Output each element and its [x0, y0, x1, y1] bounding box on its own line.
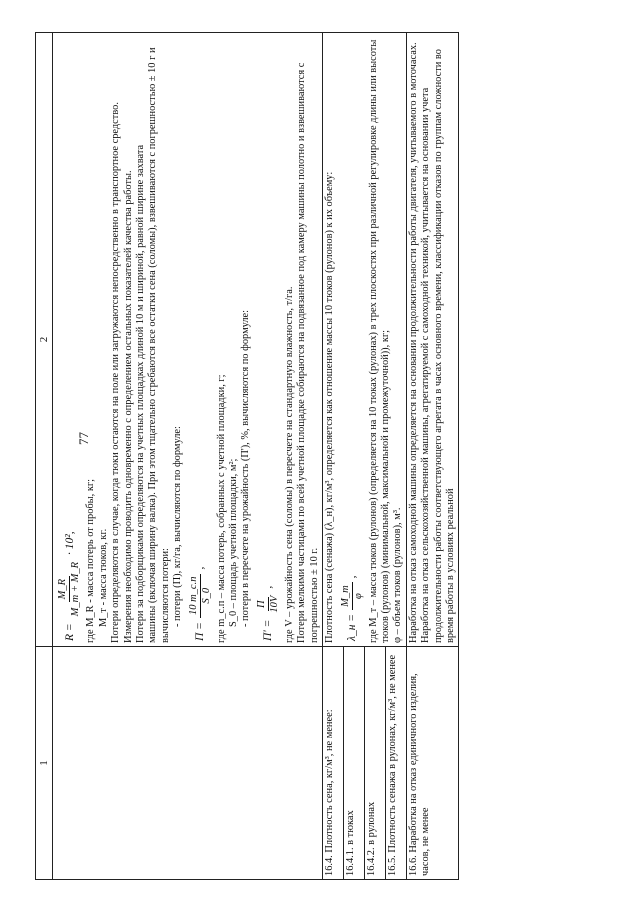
where-msp: где m_с.п – масса потерь, собранных с учетной площадки, г; — [215, 374, 227, 643]
para3: Потери за подборщиками определяются на учетных площадках длиной 10 м и шириной, равной ширине захвата — [135, 144, 147, 643]
formula-R: R = M_R M_т + M_R · 10², — [57, 531, 82, 641]
row-16-5-label: 16.5. Плотность сенажа в рулонах, кг/м³, не менее — [385, 647, 406, 880]
top-label-cell — [53, 647, 323, 880]
where-V: где V – урожайность сена (соломы) в пересчете на стандартную влажность, т/га. — [283, 286, 295, 643]
loss-pct: - потери в пересчете на урожайность (П'), %, вычисляются по формуле: — [240, 309, 252, 627]
row-16-6-text: Наработка на отказ самоходной машины определяется на основании продолжительности работы двигателя, учитываемого в моточасах. Наработка на отказ сельскохозяйственной машины, агрегатируемой с самоходной техникой, учитывается на основании учета продолжительности работы соответствующего агрегата в часах основного времени, классификации отказов по группам сложности во время работы в условиях реальной — [406, 33, 459, 647]
page-number: 77 — [76, 432, 91, 445]
top-content-cell — [53, 33, 323, 647]
formula-P: П = 10 m_с.п S_0 , — [187, 566, 212, 641]
header-col1: 1 — [36, 647, 53, 880]
where-Mt: M_т - масса тюков, кг. — [97, 528, 109, 627]
para4: машины (включая ширину валка). При этом тщательно сгребаются все остатки сена (соломы), взвешиваются с погрешностью ± 10 г и вычисляются потери: — [147, 47, 171, 643]
header-col2: 2 — [36, 33, 53, 647]
density-text: Плотность сена (сенажа) (λ_н), кг/м³, определяется как отношение массы 10 тюков (рулонов) к их объему: — [324, 171, 336, 643]
density-cell — [323, 33, 407, 647]
row-16-6-label: 16.6. Наработка на отказ единичного изделия, часов, не менее — [406, 647, 459, 880]
para5: Потери мелкими частицами по всей учетной площадке собираются на подвязанное под камеру машины полотно и взвешиваются с погрешностью ± 10 г. — [296, 62, 320, 643]
formula-Pprime: П' = П 10V , — [255, 585, 280, 641]
where-S0: S_0 – площадь учетной площадки, м²; — [228, 458, 240, 627]
where-MR: где M_R - масса потерь от пробы, кг; — [85, 478, 97, 643]
density-where-Mt: где M_т – масса тюков (рулонов) (определяется на 10 тюках (рулонах) в трех плоскостях при различной регулировке длины или высоты тюков (рулонов) (минимальной, максимальной и промежуточной)), кг; — [367, 39, 391, 643]
spec-table — [35, 32, 459, 880]
row-16-4-2-label: 16.4.2. в рулонах — [364, 647, 385, 880]
para2: Измерения необходимо проводить одновременно с определением остальных показателей качества работы. — [122, 170, 134, 643]
density-where-phi: φ – объем тюков (рулонов), м³. — [392, 507, 404, 643]
para1: Потери определяются в случае, когда тюки остаются на поле или загружаются непосредственно в транспортное средство. — [110, 102, 122, 643]
loss-g: - потери (П), кг/га, вычисляются по формуле: — [172, 426, 184, 627]
formula-lambda: λ_н = M_т φ , — [339, 575, 364, 641]
rotated-page — [35, 35, 580, 880]
row-16-4-label: 16.4. Плотность сена, кг/м³, не менее: — [323, 647, 344, 880]
row-16-4-1-label: 16.4.1. в тюках — [344, 647, 365, 880]
